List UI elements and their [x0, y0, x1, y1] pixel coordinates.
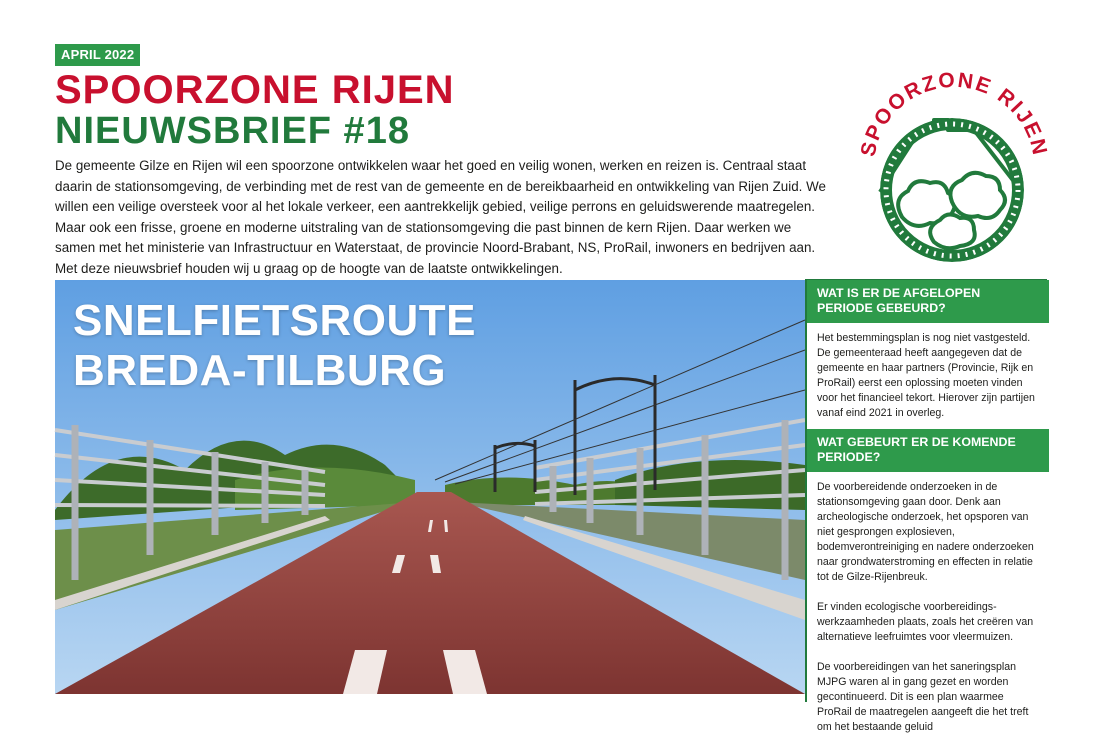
cycle-route-photo: [55, 280, 805, 694]
date-badge: APRIL 2022: [55, 44, 140, 66]
photo-title-line1: SNELFIETSROUTE: [73, 296, 477, 345]
sidebar-paragraph: Er vinden ecologische voorbereidings-werkzaamheden plaats, zoals het creëren van alternatieve leefruimtes voor vleermuizen.: [817, 601, 1034, 643]
sidebar-paragraph: Het bestemmingsplan is nog niet vastgesteld. De gemeenteraad heeft aangegeven dat de gemeente en haar partners (Provincie, Rijk en ProRail) eerst een oplossing moeten vinden voor het financieel tekort. Hierover zijn partijen vanaf eind 2021 in overleg.: [817, 332, 1035, 419]
logo-lettering: SPOORZONE RIJEN: [856, 68, 1052, 159]
spoorzone-rijen-logo: [852, 62, 1052, 262]
sidebar-paragraph: De voorbereidingen van het saneringsplan MJPG waren al in gang gezet en worden gecontinueerd. Dit is een plan waarmee ProRail de maatregelen aangeeft die het treft om het bestaande geluid: [817, 661, 1029, 733]
newsletter-issue: NIEUWSBRIEF #18: [55, 110, 410, 152]
sidebar: [805, 280, 1049, 733]
photo-title: [73, 296, 476, 396]
sidebar-heading-upcoming: WAT GEBEURT ER DE KOMENDE PERIODE?: [807, 429, 1049, 472]
sidebar-heading-past: WAT IS ER DE AFGELOPEN PERIODE GEBEURD?: [807, 280, 1049, 323]
sidebar-text-upcoming: [807, 472, 1049, 743]
sidebar-paragraph: De voorbereidende onderzoeken in de stationsomgeving gaan door. Denk aan archeologische onderzoek, het opsporen van niet gesprongen explosieven, bodemverontreiniging en nadere onderzoeken naar grondwaterstroming en effecten in relatie tot de Gilze-Rijenbreuk.: [817, 481, 1034, 583]
newsletter-title: SPOORZONE RIJEN: [55, 68, 455, 112]
intro-text: De gemeente Gilze en Rijen wil een spoorzone ontwikkelen waar het goed en veilig wonen, werken en reizen is. Centraal staat daarin de stationsomgeving, de verbinding met de rest van de gemeente en de bereikbaarheid en ontwikkeling van Rijen Zuid. We willen een veilige oversteek voor al het lokale verkeer, een aantrekkelijk gebied, veilige perrons en geluidswerende maatregelen. Maar ook een frisse, groene en moderne uitstraling van de stationsomgeving die past binnen de kern Rijen. Daar werken we samen met het ministerie van Infrastructuur en Waterstaat, de provincie Noord-Brabant, NS, ProRail, inwoners en bedrijven aan. Met deze nieuwsbrief houden wij u graag op de hoogte van de laatste ontwikkelingen.: [55, 158, 826, 276]
sidebar-text-past: [807, 323, 1049, 429]
photo-title-line2: BREDA-TILBURG: [73, 346, 447, 395]
